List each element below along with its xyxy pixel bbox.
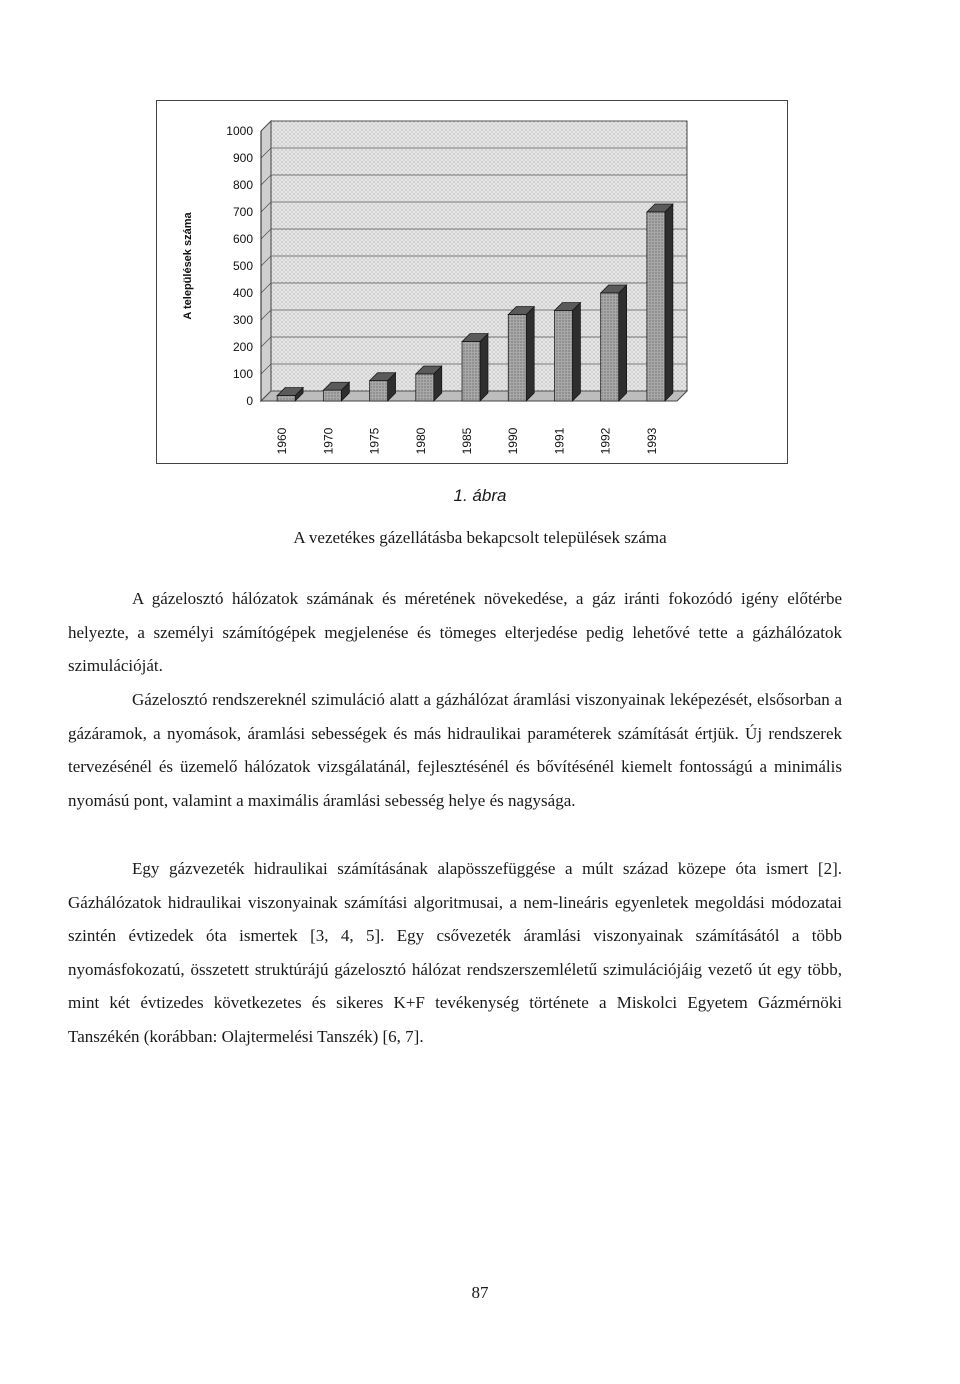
y-tick-label: 200 xyxy=(232,340,253,354)
bar-side xyxy=(572,303,580,401)
y-tick-label: 800 xyxy=(232,178,253,192)
bar xyxy=(601,293,619,401)
bar xyxy=(277,396,295,401)
y-tick-label: 100 xyxy=(232,367,253,381)
y-tick-label: 600 xyxy=(232,232,253,246)
x-tick-label: 1970 xyxy=(321,427,336,455)
paragraph-3: Egy gázvezeték hidraulikai számításának alapösszefüggése a múlt század közepe óta ismert [2]. Gázhálózatok hidraulikai viszonyainak számítási algoritmusai, a nem-lineáris egyenletek megoldási módozatai szintén évtizedek óta ismertek [3, 4, 5]. Egy csővezeték áramlási viszonyainak számításától a több nyomásfokozatú, összetett struktúrájú gázelosztó hálózat rendszerszemléletű szimulációjáig vezető út egy több, mint két évtizedes következetes és sikeres K+F tevékenység története a Miskolci Egyetem Gázmérnöki Tanszékén (korábban: Olajtermelési Tanszék) [6, 7]. xyxy=(68,859,842,1046)
figure-label: 1. ábra xyxy=(453,486,507,505)
bar xyxy=(370,381,388,401)
bar xyxy=(462,342,480,401)
bar-side xyxy=(619,285,627,401)
bar xyxy=(416,374,434,401)
x-tick-label: 1980 xyxy=(413,427,428,455)
x-tick-label: 1993 xyxy=(644,427,659,455)
page-number: 87 xyxy=(471,1283,489,1302)
paragraph-2: Gázelosztó rendszereknél szimuláció alatt a gázhálózat áramlási viszonyainak leképezését, elsősorban a gázáramok, a nyomások, áramlási sebességek és más hidraulikai paraméterek számítását értjük. Új rendszerek tervezésénél és üzemelő hálózatok vizsgálatánál, fejlesztésénél és bővítésénél kiemelt fontosságú a minimális nyomású pont, valamint a maximális áramlási sebesség helye és nagysága. xyxy=(68,690,842,810)
bar-side xyxy=(526,307,534,401)
x-tick-label: 1992 xyxy=(598,427,613,455)
bar xyxy=(508,315,526,401)
chart-frame xyxy=(156,100,788,464)
x-tick-label: 1991 xyxy=(552,427,567,455)
bar xyxy=(323,390,341,401)
y-tick-label: 400 xyxy=(232,286,253,300)
y-tick-label: 300 xyxy=(232,313,253,327)
y-tick-label: 1000 xyxy=(226,124,253,138)
bar-side xyxy=(480,334,488,401)
paragraph-1: A gázelosztó hálózatok számának és méretének növekedése, a gáz iránti fokozódó igény előtérbe helyezte, a személyi számítógépek megjelenése és tömeges elterjedése pedig lehetővé tette a gázhálózatok szimulációját. xyxy=(68,589,842,675)
bar-chart xyxy=(157,101,787,463)
x-tick-label: 1960 xyxy=(275,427,290,455)
bar xyxy=(554,311,572,401)
bar-side xyxy=(665,204,673,401)
y-tick-label: 500 xyxy=(232,259,253,273)
y-tick-label: 0 xyxy=(246,394,253,408)
x-tick-label: 1975 xyxy=(367,427,382,455)
bar xyxy=(647,212,665,401)
x-tick-label: 1985 xyxy=(460,427,474,455)
figure-caption: A vezetékes gázellátásba bekapcsolt települések száma xyxy=(293,528,667,547)
y-axis-label: A települések száma xyxy=(182,212,194,320)
y-tick-label: 700 xyxy=(232,205,253,219)
y-tick-label: 900 xyxy=(232,151,253,165)
x-tick-label: 1990 xyxy=(506,427,521,455)
